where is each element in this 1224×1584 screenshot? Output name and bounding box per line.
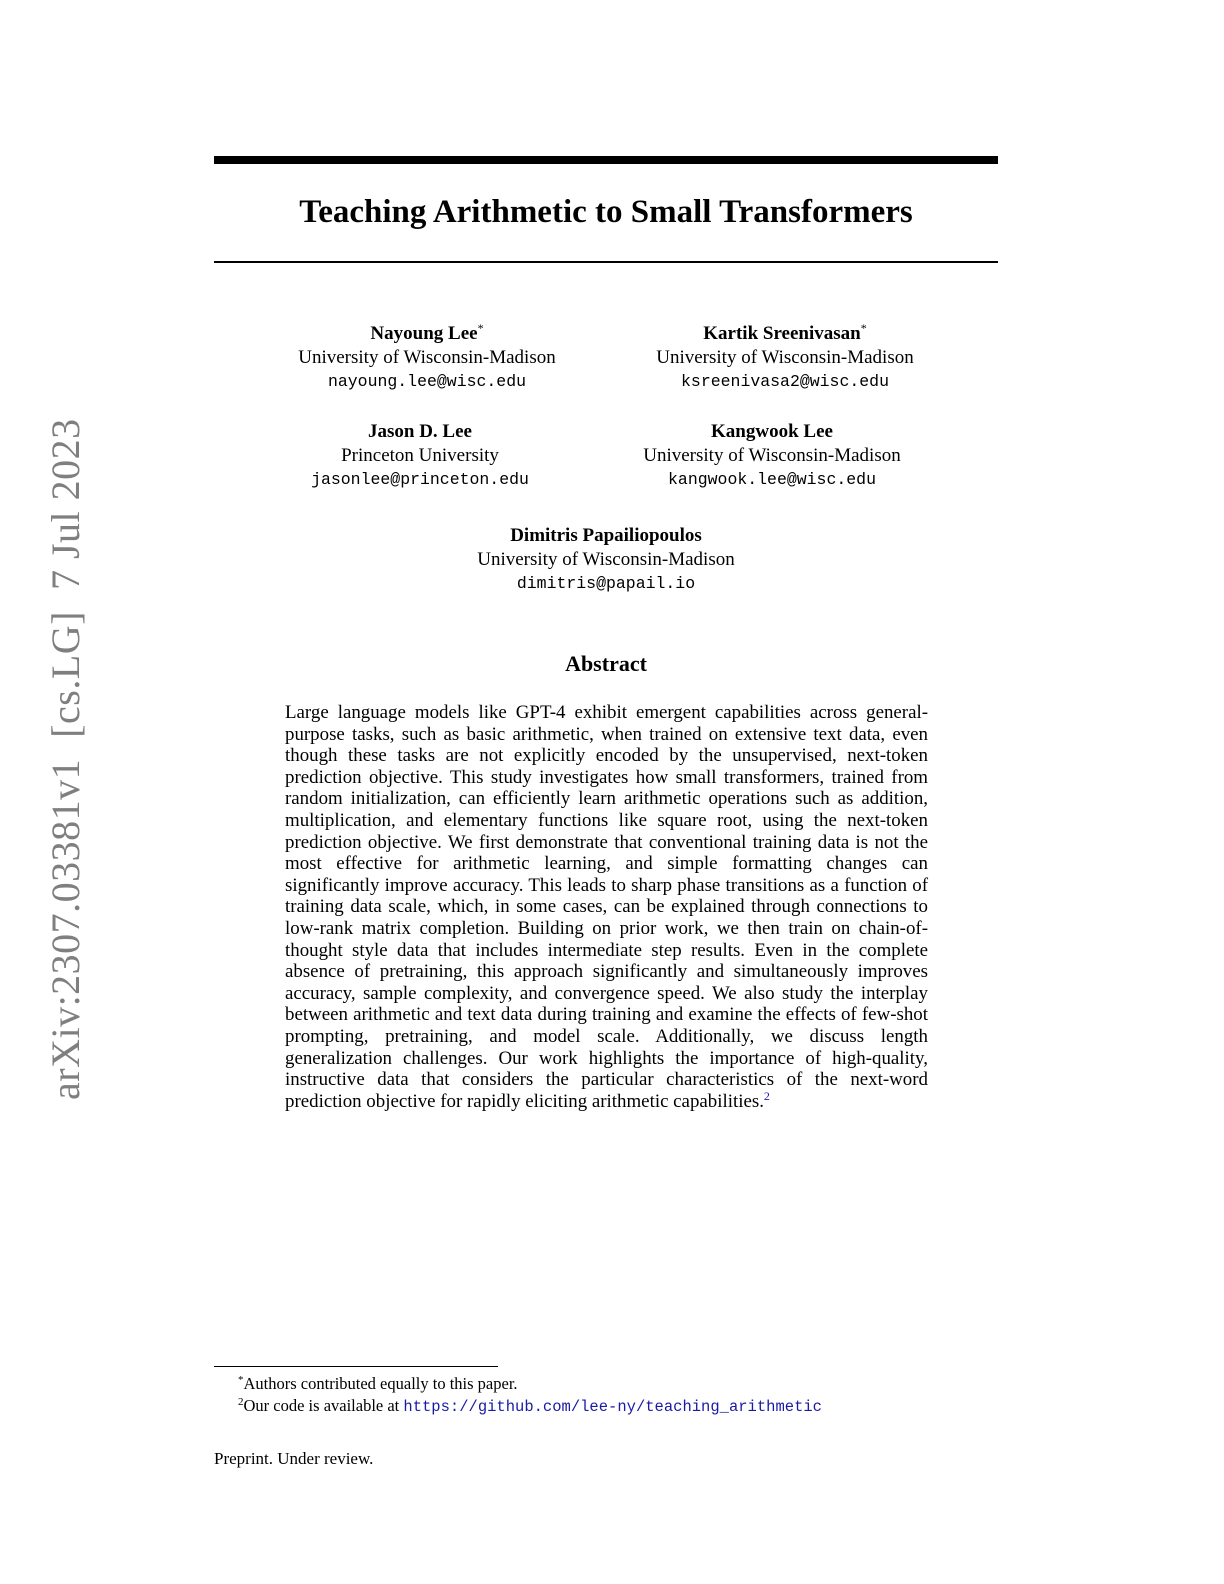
equal-contribution-mark: * <box>860 321 867 335</box>
author-block <box>416 524 796 596</box>
author-affiliation: University of Wisconsin-Madison <box>643 445 901 466</box>
footnote-text: Authors contributed equally to this paper. <box>243 1374 518 1393</box>
equal-contribution-mark: * <box>477 321 484 335</box>
code-repository-link[interactable]: https://github.com/lee-ny/teaching_arithmetic <box>403 1398 822 1416</box>
abstract-text: Large language models like GPT-4 exhibit emergent capabilities across general-purpose tasks, such as basic arithmetic, when trained on extensive text data, even though these tasks are not explicitly encoded by the unsupervised, next-token prediction objective. This study investigates how small transformers, trained from random initialization, can efficiently learn arithmetic operations such as addition, multiplication, and elementary functions like square root, using the next-token prediction objective. We first demonstrate that conventional training data is not the most effective for arithmetic learning, and simple formatting changes can significantly improve accuracy. This leads to sharp phase transitions as a function of training data scale, which, in some cases, can be explained through connections to low-rank matrix completion. Building on prior work, we then train on chain-of-thought style data that includes intermediate step results. Even in the complete absence of pretraining, this approach significantly and simultaneously improves accuracy, sample complexity, and convergence speed. We also study the interplay between arithmetic and text data during training and examine the effects of few-shot prompting, pretraining, and model scale. Additionally, we discuss length generalization challenges. Our work highlights the importance of high-quality, instructive data that considers the particular characteristics of the next-word prediction objective for rapidly eliciting arithmetic capabilities. <box>285 702 928 1112</box>
abstract-body <box>285 702 928 1112</box>
footnote <box>238 1392 822 1418</box>
author-affiliation: University of Wisconsin-Madison <box>477 549 735 570</box>
footnote-reference[interactable]: 2 <box>763 1088 770 1103</box>
author-block <box>595 316 975 394</box>
paper-title: Teaching Arithmetic to Small Transformers <box>299 194 913 230</box>
author-name: Jason D. Lee <box>368 421 472 442</box>
author-email[interactable]: dimitris@papail.io <box>516 574 696 593</box>
author-email[interactable]: nayoung.lee@wisc.edu <box>327 372 527 391</box>
author-email[interactable]: jasonlee@princeton.edu <box>311 470 529 489</box>
author-block <box>230 420 610 492</box>
footnote-text: Our code is available at <box>243 1396 404 1415</box>
footnote-rule <box>214 1366 498 1367</box>
author-affiliation: University of Wisconsin-Madison <box>298 347 556 368</box>
title-top-rule <box>214 156 998 164</box>
author-email[interactable]: ksreenivasa2@wisc.edu <box>681 372 889 391</box>
author-name: Nayoung Lee <box>370 323 478 344</box>
arxiv-identifier: arXiv:2307.03381v1 [cs.LG] 7 Jul 2023 <box>43 418 88 1100</box>
footnote-mark: * <box>238 1374 244 1386</box>
author-block <box>237 316 617 394</box>
title-bottom-rule <box>214 261 998 263</box>
footnote <box>238 1370 518 1394</box>
author-name: Dimitris Papailiopoulos <box>510 525 702 546</box>
author-email[interactable]: kangwook.lee@wisc.edu <box>668 470 876 489</box>
author-name: Kartik Sreenivasan <box>703 323 861 344</box>
preprint-note: Preprint. Under review. <box>214 1449 374 1468</box>
abstract-heading: Abstract <box>565 651 647 676</box>
author-block <box>582 420 962 492</box>
author-name: Kangwook Lee <box>711 421 833 442</box>
author-affiliation: Princeton University <box>341 445 499 466</box>
author-affiliation: University of Wisconsin-Madison <box>656 347 914 368</box>
footnote-mark: 2 <box>238 1396 244 1408</box>
